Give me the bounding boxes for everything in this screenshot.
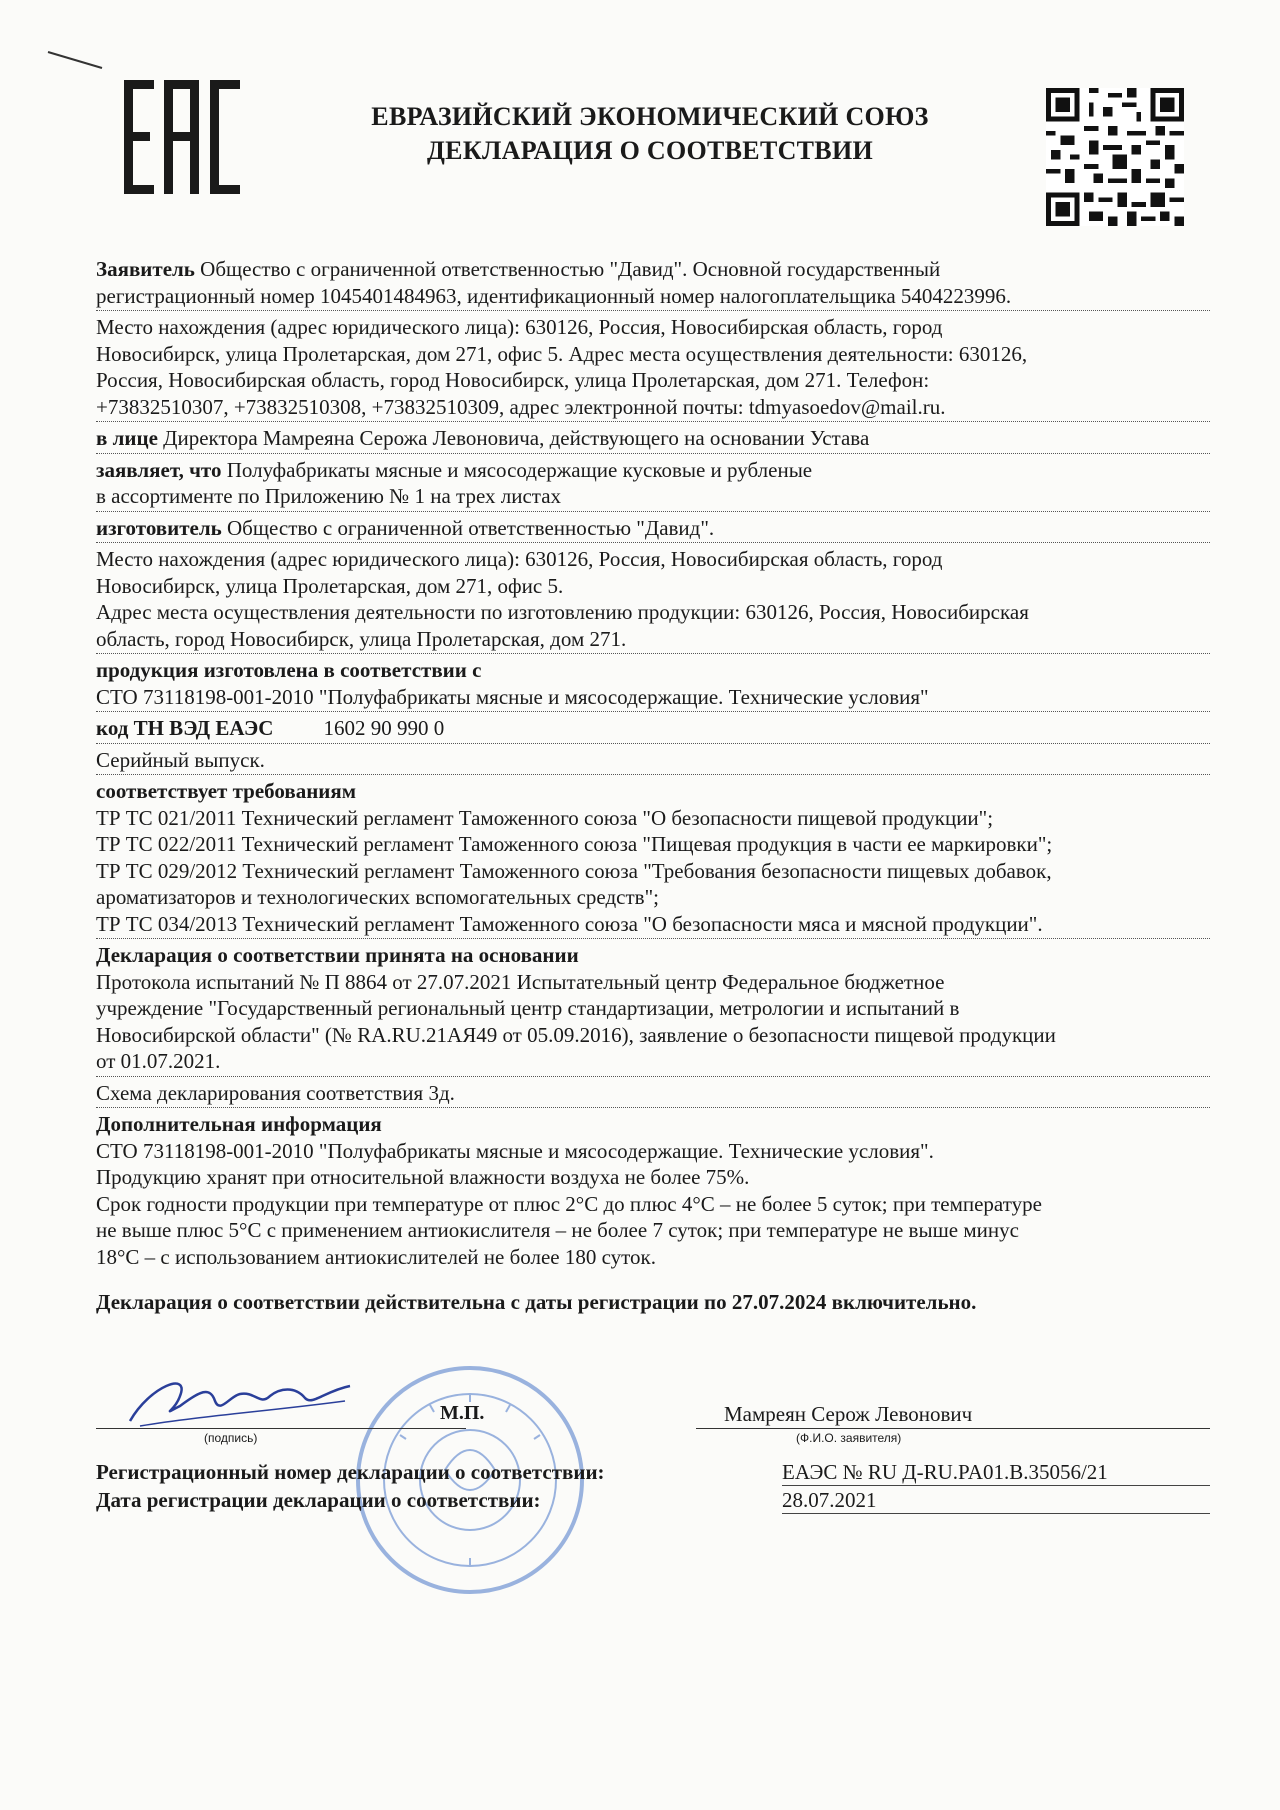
- product-assortment: в ассортименте по Приложению № 1 на трех листах: [96, 484, 562, 508]
- registration-date-value: 28.07.2021: [782, 1488, 1210, 1514]
- declaration-title: ДЕКЛАРАЦИЯ О СООТВЕТСТВИИ: [426, 136, 873, 165]
- applicant-label: Заявитель: [96, 257, 195, 281]
- eac-logo: [124, 80, 240, 194]
- produced-per-section: [96, 657, 1210, 712]
- signer-name: Мамреян Серож Левонович: [724, 1402, 973, 1426]
- registration-section: [96, 1460, 1210, 1516]
- document-header: [300, 100, 1000, 168]
- union-title: ЕВРАЗИЙСКИЙ ЭКОНОМИЧЕСКИЙ СОЮЗ: [371, 102, 929, 131]
- declaration-body: [96, 256, 1210, 1315]
- additional-label: Дополнительная информация: [96, 1112, 382, 1136]
- serial-text: Серийный выпуск.: [96, 747, 265, 772]
- basis-line: Новосибирской области" (№ RA.RU.21АЯ49 от 05.09.2016), заявление о безопасности пищевой продукции: [96, 1022, 1056, 1047]
- address-line: Россия, Новосибирская область, город Новосибирск, улица Пролетарская, дом 271. Телефон:: [96, 368, 930, 392]
- registration-number-value: ЕАЭС № RU Д-RU.PA01.B.35056/21: [782, 1460, 1210, 1486]
- serial-section: [96, 747, 1210, 776]
- produced-per-label: продукция изготовлена в соответствии с: [96, 658, 482, 682]
- manufacturer-address-section: [96, 546, 1210, 654]
- manufacturer-section: [96, 515, 1210, 544]
- hs-code-value: 1602 90 990 0: [323, 716, 445, 740]
- standard-reference: СТО 73118198-001-2010 "Полуфабрикаты мясные и мясосодержащие. Технические условия": [96, 684, 929, 709]
- signer-caption: (Ф.И.О. заявителя): [796, 1431, 902, 1445]
- signature-caption: (подпись): [204, 1431, 258, 1445]
- represented-text: Директора Мамреяна Серожа Левоновича, действующего на основании Устава: [157, 426, 870, 450]
- basis-line: Протокола испытаний № П 8864 от 27.07.2021 Испытательный центр Федеральное бюджетное: [96, 969, 945, 994]
- requirement-item: ТР ТС 021/2011 Технический регламент Таможенного союза "О безопасности пищевой продукции";: [96, 805, 994, 830]
- requirement-item: ТР ТС 034/2013 Технический регламент Таможенного союза "О безопасности мяса и мясной продукции".: [96, 911, 1043, 936]
- declares-label: заявляет, что: [96, 457, 222, 482]
- registration-number-label: Регистрационный номер декларации о соответствии:: [96, 1460, 605, 1484]
- address-line: Адрес места осуществления деятельности по изготовлению продукции: 630126, Россия, Новосибирская: [96, 600, 1029, 624]
- address-line: область, город Новосибирск, улица Пролетарская, дом 271.: [96, 626, 627, 651]
- address-line: Новосибирск, улица Пролетарская, дом 271, офис 5. Адрес места осуществления деятельности: 630126,: [96, 341, 1028, 366]
- requirements-section: [96, 778, 1210, 939]
- basis-line: от 01.07.2021.: [96, 1049, 221, 1073]
- requirement-item: ТР ТС 029/2012 Технический регламент Таможенного союза "Требования безопасности пищевых добавок,: [96, 858, 1052, 883]
- registration-number-row: [96, 1460, 1210, 1488]
- pen-mark-icon: [46, 48, 106, 72]
- validity-text: Декларация о соответствии действительна с даты регистрации по 27.07.2024 включительно.: [96, 1290, 977, 1314]
- manufacturer-label: изготовитель: [96, 515, 222, 540]
- hs-code-label: код ТН ВЭД ЕАЭС: [96, 716, 274, 740]
- stamp-place-label: М.П.: [440, 1402, 485, 1424]
- scheme-text: Схема декларирования соответствия 3д.: [96, 1080, 455, 1105]
- product-name: Полуфабрикаты мясные и мясосодержащие кусковые и рубленые: [221, 457, 813, 482]
- basis-section: [96, 942, 1210, 1077]
- represented-label: в лице: [96, 426, 158, 450]
- requirements-label: соответствует требованиям: [96, 779, 357, 803]
- hs-code-section: [96, 715, 1210, 744]
- address-section: [96, 314, 1210, 422]
- additional-line: СТО 73118198-001-2010 "Полуфабрикаты мясные и мясосодержащие. Технические условия".: [96, 1138, 934, 1163]
- registration-date-row: [96, 1488, 1210, 1516]
- contact-line: +73832510307, +73832510308, +73832510309, адрес электронной почты: tdmyasoedov@mail.ru.: [96, 394, 946, 419]
- signature-area: [96, 1388, 1210, 1448]
- applicant-section: [96, 256, 1210, 311]
- additional-line: Срок годности продукции при температуре от плюс 2°С до плюс 4°С – не более 5 суток; при температуре: [96, 1191, 1042, 1216]
- signer-line: [696, 1428, 1210, 1429]
- manufacturer-name: Общество с ограниченной ответственностью "Давид".: [221, 515, 715, 540]
- additional-line: не выше плюс 5°С с применением антиокислителя – не более 7 суток; при температуре не выше минус: [96, 1218, 1019, 1242]
- signature-line: [96, 1428, 466, 1429]
- address-line: Место нахождения (адрес юридического лица): 630126, Россия, Новосибирская область, город: [96, 547, 943, 571]
- qr-code-icon: [1046, 88, 1184, 226]
- basis-label: Декларация о соответствии принята на основании: [96, 943, 579, 967]
- address-line: Место нахождения (адрес юридического лица): 630126, Россия, Новосибирская область, город: [96, 315, 943, 339]
- validity-section: [96, 1289, 1210, 1315]
- requirement-item: ТР ТС 022/2011 Технический регламент Таможенного союза "Пищевая продукция в части ее маркировки";: [96, 832, 1053, 856]
- requirement-item: ароматизаторов и технологических вспомогательных средств";: [96, 885, 659, 909]
- additional-line: Продукцию хранят при относительной влажности воздуха не более 75%.: [96, 1165, 750, 1189]
- additional-section: [96, 1111, 1210, 1271]
- applicant-registration: регистрационный номер 1045401484963, идентификационный номер налогоплательщика 5404223996.: [96, 283, 1012, 308]
- applicant-name: Общество с ограниченной ответственностью "Давид". Основной государственный: [194, 257, 941, 281]
- declares-section: [96, 457, 1210, 512]
- represented-section: [96, 425, 1210, 454]
- address-line: Новосибирск, улица Пролетарская, дом 271, офис 5.: [96, 573, 564, 598]
- basis-line: учреждение "Государственный региональный центр стандартизации, метрологии и испытаний в: [96, 996, 960, 1020]
- registration-date-label: Дата регистрации декларации о соответствии:: [96, 1488, 541, 1512]
- additional-line: 18°С – с использованием антиокислителей не более 180 суток.: [96, 1244, 656, 1269]
- scheme-section: [96, 1080, 1210, 1109]
